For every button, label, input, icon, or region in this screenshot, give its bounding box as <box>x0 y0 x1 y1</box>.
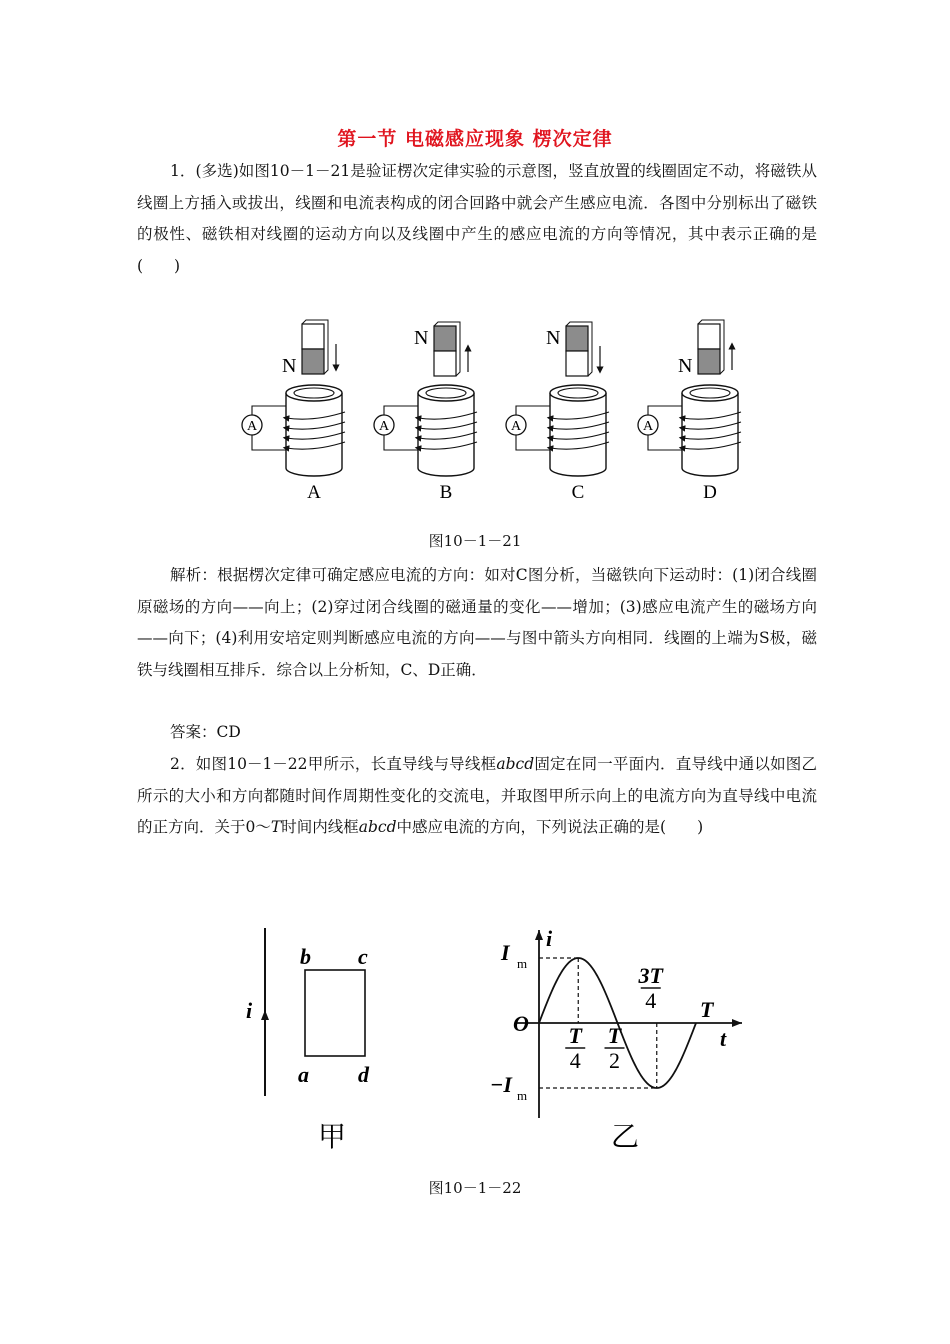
option-diagram-c <box>506 322 609 503</box>
coil-bottom <box>550 468 606 476</box>
t-axis-arrow-icon <box>732 1019 742 1027</box>
magnet-lower <box>698 349 720 374</box>
option-diagram-b <box>374 322 477 503</box>
corner-b: b <box>300 944 311 969</box>
figure-10-1-21-caption: 图10－1－21 <box>428 532 522 550</box>
tick-t: T <box>700 997 714 1022</box>
winding-arrow-icon <box>550 432 609 439</box>
circuit-wire <box>648 406 682 415</box>
ammeter-label: A <box>510 419 522 434</box>
coil-bottom <box>286 468 342 476</box>
winding-arrow-icon <box>286 422 345 429</box>
circuit-wire <box>516 435 550 450</box>
winding-arrow-icon <box>286 442 345 449</box>
tick-3t-over-4-denominator: 4 <box>645 988 657 1013</box>
question-1-text: 1．(多选)如图10－1－21是验证楞次定律实验的示意图，竖直放置的线圈固定不动，将磁铁从线圈上方插入或拔出，线圈和电流表构成的闭合回路中就会产生感应电流．各图中分别标出了磁铁的极性、磁铁相对线圈的运动方向以及线圈中产生的感应电流的方向等情况，其中表示正确的是( ) <box>137 162 817 275</box>
winding-arrow-icon <box>418 432 477 439</box>
im-label: I <box>501 940 510 965</box>
i-axis-arrow-icon <box>535 930 543 940</box>
ammeter-label: A <box>378 419 390 434</box>
magnet-lower <box>434 351 456 376</box>
coil-bore <box>558 388 598 398</box>
option-label: A <box>307 482 321 503</box>
coil-bore <box>294 388 334 398</box>
analysis-text: 解析：根据楞次定律可确定感应电流的方向：如对C图分析，当磁铁向下运动时：(1)闭合线圈原磁场的方向——向上；(2)穿过闭合线圈的磁通量的变化——增加；(3)感应电流产生的磁场方向——向下；(4)利用安培定则判断感应电流的方向——与图中箭头方向相同．线圈的上端为S极，磁铁与线圈相互排斥．综合以上分析知，C、D正确． <box>137 566 817 679</box>
pole-label: N <box>546 327 561 349</box>
winding-arrow-icon <box>286 412 345 419</box>
circuit-wire <box>252 406 286 415</box>
magnet-upper <box>698 324 720 349</box>
option-diagram-d <box>638 320 741 503</box>
winding-arrow-icon <box>682 442 741 449</box>
page-title: 第一节 电磁感应现象 楞次定律 <box>337 128 613 150</box>
magnet-upper <box>566 326 588 351</box>
neg-im-label: −I <box>490 1072 512 1097</box>
answer-text: 答案：CD <box>170 723 241 741</box>
yi-caption: 乙 <box>611 1122 640 1153</box>
circuit-wire <box>252 435 286 450</box>
winding-arrow-icon <box>550 442 609 449</box>
tick-t-over-4-denominator: 4 <box>569 1048 581 1073</box>
magnet-lower <box>302 349 324 374</box>
winding-arrow-icon <box>286 432 345 439</box>
t-axis-label: t <box>720 1026 727 1051</box>
current-arrow-icon <box>261 1010 269 1020</box>
winding-arrow-icon <box>418 422 477 429</box>
winding-arrow-icon <box>418 442 477 449</box>
circuit-wire <box>648 435 682 450</box>
current-label: i <box>246 998 253 1023</box>
coil-bore <box>426 388 466 398</box>
corner-d: d <box>358 1062 369 1087</box>
winding-arrow-icon <box>682 432 741 439</box>
i-axis-label: i <box>546 926 553 951</box>
coil-bottom <box>682 468 738 476</box>
magnet-lower <box>566 351 588 376</box>
circuit-wire <box>384 406 418 415</box>
option-label: B <box>439 482 453 503</box>
figure-jia <box>230 918 410 1158</box>
pole-label: N <box>282 355 297 377</box>
winding-arrow-icon <box>550 422 609 429</box>
wire-frame <box>305 970 365 1056</box>
corner-c: c <box>358 944 368 969</box>
tick-t-over-2-numerator: T <box>607 1023 622 1048</box>
pole-label: N <box>414 327 429 349</box>
im-subscript: m <box>517 956 528 971</box>
figure-10-1-22-caption: 图10－1－22 <box>428 1179 522 1197</box>
jia-caption: 甲 <box>318 1122 347 1153</box>
figure-10-1-21 <box>230 318 750 508</box>
neg-im-subscript: m <box>517 1088 528 1103</box>
question-2-text: 2．如图10－1－22甲所示，长直导线与导线框abcd固定在同一平面内．直导线中通以如图乙所示的大小和方向都随时间作周期性变化的交流电，并取图甲所示向上的电流方向为直导线中电流的正方向．关于0～T时间内线框abcd中感应电流的方向，下列说法正确的是( ) <box>137 755 817 836</box>
tick-3t-over-4-numerator: 3T <box>638 963 663 988</box>
magnet-upper <box>302 324 324 349</box>
circuit-wire <box>516 406 550 415</box>
tick-t-over-4-numerator: T <box>568 1023 582 1048</box>
origin-label: O <box>513 1011 529 1036</box>
option-diagram-a <box>242 320 345 503</box>
tick-t-over-2-denominator: 2 <box>609 1048 620 1073</box>
figure-yi <box>480 918 760 1158</box>
option-label: C <box>571 482 585 503</box>
option-label: D <box>703 482 717 503</box>
winding-arrow-icon <box>418 412 477 419</box>
coil-bore <box>690 388 730 398</box>
ammeter-label: A <box>246 419 258 434</box>
circuit-wire <box>384 435 418 450</box>
pole-label: N <box>678 355 693 377</box>
ammeter-label: A <box>642 419 654 434</box>
coil-bottom <box>418 468 474 476</box>
winding-arrow-icon <box>682 422 741 429</box>
magnet-upper <box>434 326 456 351</box>
winding-arrow-icon <box>682 412 741 419</box>
winding-arrow-icon <box>550 412 609 419</box>
corner-a: a <box>298 1062 309 1087</box>
